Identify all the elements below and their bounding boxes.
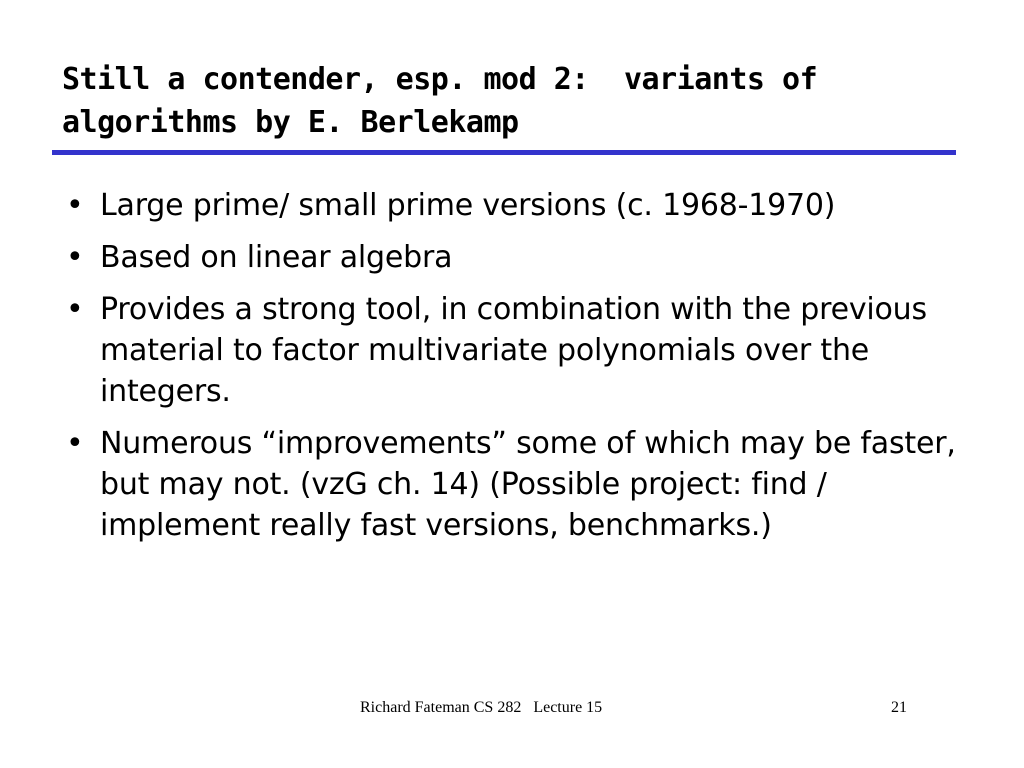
footer-text: Richard Fateman CS 282 Lecture 15 (360, 699, 603, 716)
slide-title: Still a contender, esp. mod 2: variants of algorithms by E. Berlekamp (62, 62, 818, 140)
bullet-text: Based on linear algebra (100, 240, 453, 275)
bullet-text: Provides a strong tool, in combination with the previous material to factor multivariate polynomials over the integers. (100, 292, 927, 409)
bullet-list (62, 185, 972, 557)
page-number: 21 (891, 699, 907, 716)
bullet-item (62, 289, 972, 412)
bullet-marker: • (66, 240, 84, 275)
bullet-marker: • (66, 292, 84, 327)
bullet-item (62, 185, 972, 226)
title-underline (52, 150, 956, 155)
bullet-marker: • (66, 426, 84, 461)
bullet-text: Large prime/ small prime versions (c. 1968-1970) (100, 188, 836, 223)
bullet-text: Numerous “improvements” some of which may be faster, but may not. (vzG ch. 14) (Possible project: find / implement really fast versions, benchmarks.) (100, 426, 956, 543)
bullet-item (62, 423, 972, 546)
bullet-item (62, 237, 972, 278)
bullet-marker: • (66, 188, 84, 223)
